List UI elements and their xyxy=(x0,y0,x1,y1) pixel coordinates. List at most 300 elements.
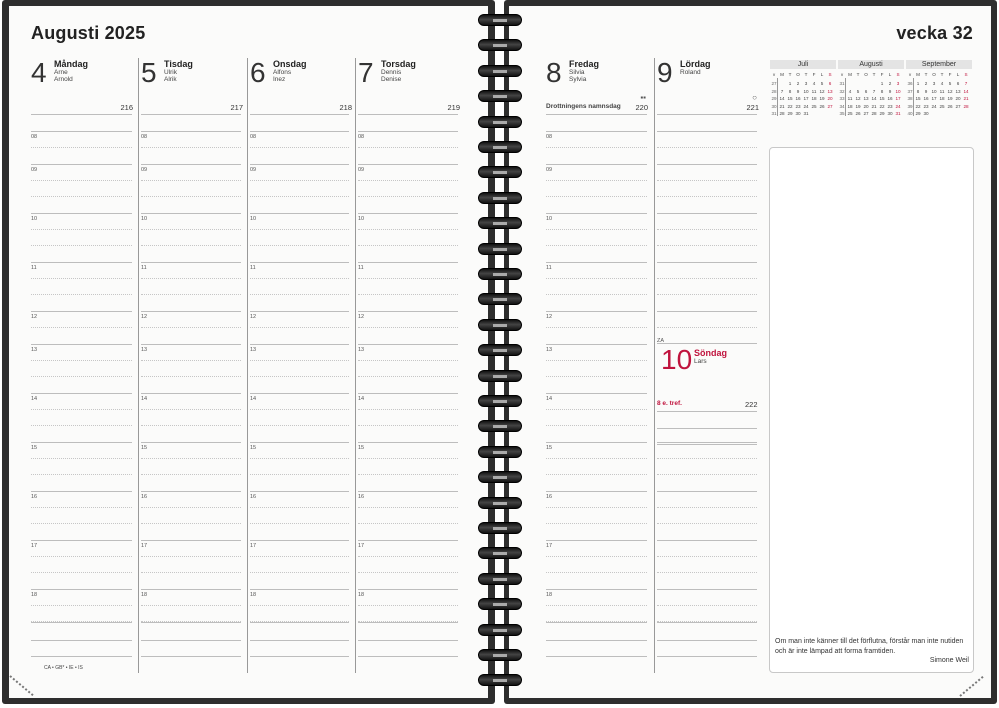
hour-label: 15 xyxy=(546,445,553,451)
mini-calendar-date: 22 xyxy=(915,103,921,109)
ring-gap xyxy=(493,44,507,47)
mini-calendar-date: 17 xyxy=(931,96,937,101)
evening-line xyxy=(250,656,349,657)
spiral-ring xyxy=(478,395,522,407)
mini-calendar-date: 24 xyxy=(895,103,901,109)
hour-line xyxy=(546,393,647,394)
hour-line xyxy=(31,131,132,132)
half-hour-line xyxy=(141,572,241,573)
hour-line xyxy=(141,393,241,394)
hour-line xyxy=(141,164,241,165)
evening-line xyxy=(657,640,757,641)
half-hour-line xyxy=(250,360,349,361)
half-hour-line xyxy=(250,523,349,524)
half-hour-line xyxy=(141,147,241,148)
half-hour-line xyxy=(250,376,349,377)
week-separator xyxy=(777,78,778,116)
mini-calendar-date: 6 xyxy=(956,81,960,86)
ring-gap xyxy=(493,324,507,327)
ring-gap xyxy=(493,476,507,479)
hour-line xyxy=(250,491,349,492)
half-hour-line xyxy=(546,278,647,279)
evening-line xyxy=(546,622,647,623)
mini-calendar-date: 3 xyxy=(932,81,936,86)
spiral-ring xyxy=(478,39,522,51)
hour-label: 17 xyxy=(141,543,148,549)
evening-line xyxy=(141,656,241,657)
mini-calendar-date: 28 xyxy=(779,111,785,116)
half-hour-line xyxy=(657,556,757,557)
half-hour-line xyxy=(250,605,349,606)
mini-calendar-date: 22 xyxy=(787,103,793,109)
ring-gap xyxy=(493,654,507,657)
name-day: Denise xyxy=(381,76,402,83)
spiral-ring xyxy=(478,573,522,585)
half-hour-line xyxy=(358,147,458,148)
hour-line xyxy=(31,164,132,165)
mini-calendar-date: 5 xyxy=(820,81,824,86)
hour-label: 12 xyxy=(141,314,148,320)
half-hour-line xyxy=(31,507,132,508)
hour-line xyxy=(31,311,132,312)
day-of-year: 219 xyxy=(447,103,460,112)
hour-line xyxy=(546,344,647,345)
hour-label: 16 xyxy=(546,494,553,500)
half-hour-line xyxy=(358,605,458,606)
mini-calendar-date: 9 xyxy=(888,88,892,94)
hour-line xyxy=(250,262,349,263)
mini-calendar-date: 19 xyxy=(855,103,861,109)
name-day: Alrik xyxy=(164,76,177,83)
ring-gap xyxy=(493,603,507,606)
week-number: 34 xyxy=(839,103,845,109)
hour-line xyxy=(141,540,241,541)
sunday-line xyxy=(657,444,757,445)
half-hour-line xyxy=(358,523,458,524)
weekday-label: O xyxy=(864,72,868,77)
column-divider xyxy=(138,58,139,673)
day-of-year: 217 xyxy=(230,103,243,112)
weekday-label: T xyxy=(924,72,928,77)
hour-line xyxy=(250,131,349,132)
mini-calendar-date: 9 xyxy=(924,88,928,94)
hour-line xyxy=(31,262,132,263)
hour-line xyxy=(358,540,458,541)
hour-label: 15 xyxy=(358,445,365,451)
day-number: 4 xyxy=(31,57,47,88)
hour-line xyxy=(546,442,647,443)
mini-calendar-date: 26 xyxy=(819,103,825,109)
half-hour-line xyxy=(31,474,132,475)
week-separator xyxy=(913,78,914,116)
half-hour-line xyxy=(546,572,647,573)
hour-line xyxy=(546,213,647,214)
spiral-ring xyxy=(478,14,522,26)
notes-box[interactable] xyxy=(769,147,974,673)
hour-line xyxy=(358,442,458,443)
weekday-label: T xyxy=(940,72,944,77)
hour-line xyxy=(358,589,458,590)
spiral-ring xyxy=(478,90,522,102)
day-number: 5 xyxy=(141,57,157,88)
ring-gap xyxy=(493,451,507,454)
half-hour-line xyxy=(546,458,647,459)
half-hour-line xyxy=(250,507,349,508)
mini-calendar-date: 13 xyxy=(955,88,961,94)
hour-label: 11 xyxy=(141,265,147,271)
hour-label: 17 xyxy=(546,543,553,549)
mini-calendar-date: 19 xyxy=(947,96,953,101)
hour-line xyxy=(358,344,458,345)
hour-line xyxy=(358,262,458,263)
hour-line xyxy=(358,311,458,312)
ring-gap xyxy=(493,248,507,251)
half-hour-line xyxy=(141,327,241,328)
column-divider xyxy=(247,58,248,673)
mini-calendar-date: 20 xyxy=(827,96,833,101)
ring-gap xyxy=(493,121,507,124)
hour-line xyxy=(31,442,132,443)
mini-calendar-date: 28 xyxy=(871,111,877,116)
half-hour-line xyxy=(250,409,349,410)
week-number: 29 xyxy=(771,96,777,101)
week-number: 27 xyxy=(771,81,777,86)
mini-calendar-date: 21 xyxy=(779,103,785,109)
hour-line xyxy=(657,262,757,263)
mini-calendar-date: 15 xyxy=(787,96,793,101)
hour-label: 08 xyxy=(141,134,148,140)
hour-line xyxy=(250,442,349,443)
column-divider xyxy=(654,58,655,673)
mini-calendar-date: 2 xyxy=(796,81,800,86)
name-day: Dennis xyxy=(381,69,402,76)
hour-label: 16 xyxy=(31,494,38,500)
mini-calendar-date: 2 xyxy=(924,81,928,86)
day-of-year: 220 xyxy=(635,103,648,112)
day-header-line xyxy=(141,114,241,115)
hour-line xyxy=(31,491,132,492)
weekday-label: F xyxy=(812,72,816,77)
half-hour-line xyxy=(657,147,757,148)
mini-calendar-date: 6 xyxy=(828,81,832,86)
evening-line xyxy=(141,622,241,623)
hour-line xyxy=(657,442,757,443)
ring-gap xyxy=(493,527,507,530)
mini-calendar-date: 3 xyxy=(804,81,808,86)
week-number: 39 xyxy=(907,103,913,109)
half-hour-line xyxy=(141,278,241,279)
hour-line xyxy=(546,589,647,590)
hour-label: 11 xyxy=(358,265,364,271)
hour-label: 17 xyxy=(31,543,38,549)
half-hour-line xyxy=(358,409,458,410)
hour-label: 15 xyxy=(31,445,38,451)
spiral-ring xyxy=(478,598,522,610)
half-hour-line xyxy=(31,180,132,181)
half-hour-line xyxy=(546,556,647,557)
mini-calendar-date: 5 xyxy=(856,88,860,94)
mini-calendar-date: 25 xyxy=(939,103,945,109)
week-number: 36 xyxy=(907,81,913,86)
mini-calendar-date: 14 xyxy=(963,88,969,94)
ring-gap xyxy=(493,679,507,682)
mini-calendar-date: 28 xyxy=(963,103,969,109)
evening-line xyxy=(358,640,458,641)
half-hour-line xyxy=(546,294,647,295)
mini-calendar-date: 17 xyxy=(803,96,809,101)
half-hour-line xyxy=(141,458,241,459)
day-of-year: 216 xyxy=(120,103,133,112)
half-hour-line xyxy=(141,180,241,181)
week-number: 33 xyxy=(839,96,845,101)
hour-label: 14 xyxy=(141,396,148,402)
half-hour-line xyxy=(358,278,458,279)
hour-label: 14 xyxy=(546,396,553,402)
half-hour-line xyxy=(250,458,349,459)
mini-calendar-date: 14 xyxy=(871,96,877,101)
half-hour-line xyxy=(31,523,132,524)
half-hour-line xyxy=(141,556,241,557)
mini-calendar-date: 12 xyxy=(855,96,861,101)
ring-gap xyxy=(493,375,507,378)
mini-calendar-date: 10 xyxy=(895,88,901,94)
spiral-ring xyxy=(478,420,522,432)
spiral-ring xyxy=(478,674,522,686)
name-day: Roland xyxy=(680,69,701,76)
half-hour-line xyxy=(358,458,458,459)
hour-line xyxy=(250,393,349,394)
half-hour-line xyxy=(657,605,757,606)
quote-author: Simone Weil xyxy=(929,657,969,664)
mini-calendar-date: 1 xyxy=(880,81,884,86)
mini-calendar-date: 8 xyxy=(788,88,792,94)
mini-calendar-date: 7 xyxy=(964,81,968,86)
name-day: Arne xyxy=(54,69,68,76)
hour-label: 11 xyxy=(250,265,256,271)
ring-gap xyxy=(493,400,507,403)
hour-label: 08 xyxy=(31,134,38,140)
mini-calendar-date: 16 xyxy=(887,96,893,101)
mini-calendar-date: 13 xyxy=(827,88,833,94)
half-hour-line xyxy=(141,376,241,377)
half-hour-line xyxy=(250,180,349,181)
spiral-ring xyxy=(478,166,522,178)
moon-phase-label: ZA xyxy=(657,338,665,344)
hour-label: 12 xyxy=(250,314,257,320)
hour-line xyxy=(141,213,241,214)
ring-gap xyxy=(493,629,507,632)
half-hour-line xyxy=(31,409,132,410)
weekday-label: S xyxy=(896,72,900,77)
hour-label: 15 xyxy=(250,445,257,451)
half-hour-line xyxy=(250,278,349,279)
hour-label: 16 xyxy=(358,494,365,500)
day-header-line xyxy=(546,114,647,115)
hour-label: 16 xyxy=(141,494,148,500)
hour-label: 17 xyxy=(250,543,257,549)
half-hour-line xyxy=(31,147,132,148)
hour-line xyxy=(250,344,349,345)
hour-line xyxy=(657,589,757,590)
spiral-ring xyxy=(478,624,522,636)
weekday-label: L xyxy=(820,72,824,77)
spiral-ring xyxy=(478,344,522,356)
mini-calendar-month: Juli xyxy=(770,60,836,69)
half-hour-line xyxy=(250,572,349,573)
mini-calendar-date: 21 xyxy=(963,96,969,101)
hour-line xyxy=(657,131,757,132)
half-hour-line xyxy=(546,474,647,475)
half-hour-line xyxy=(250,147,349,148)
evening-line xyxy=(31,640,132,641)
week-number: 31 xyxy=(839,81,845,86)
half-hour-line xyxy=(141,360,241,361)
hour-line xyxy=(358,213,458,214)
spiral-ring xyxy=(478,268,522,280)
mini-calendar-date: 11 xyxy=(939,88,945,94)
hour-line xyxy=(141,262,241,263)
half-hour-line xyxy=(657,294,757,295)
mini-calendar-date: 23 xyxy=(887,103,893,109)
half-hour-line xyxy=(141,409,241,410)
weekday-label: T xyxy=(856,72,860,77)
half-hour-line xyxy=(657,474,757,475)
half-hour-line xyxy=(546,147,647,148)
ring-gap xyxy=(493,552,507,555)
mini-calendar-date: 29 xyxy=(879,111,885,116)
half-hour-line xyxy=(250,556,349,557)
half-hour-line xyxy=(141,523,241,524)
evening-line xyxy=(250,640,349,641)
mini-calendar-date: 1 xyxy=(916,81,920,86)
mini-calendar-date: 26 xyxy=(947,103,953,109)
mini-calendar-date: 10 xyxy=(803,88,809,94)
spiral-ring xyxy=(478,446,522,458)
evening-line xyxy=(358,622,458,623)
hour-label: 11 xyxy=(546,265,552,271)
hour-label: 13 xyxy=(31,347,38,353)
name-day: Inez xyxy=(273,76,286,83)
evening-line xyxy=(141,640,241,641)
half-hour-line xyxy=(546,180,647,181)
hour-label: 18 xyxy=(546,592,553,598)
ring-gap xyxy=(493,425,507,428)
spiral-ring xyxy=(478,141,522,153)
half-hour-line xyxy=(141,196,241,197)
mini-calendar-date: 11 xyxy=(847,96,853,101)
half-hour-line xyxy=(141,245,241,246)
hour-line xyxy=(358,131,458,132)
mini-calendar-date: 8 xyxy=(880,88,884,94)
day-name: Måndag xyxy=(54,59,89,69)
half-hour-line xyxy=(31,229,132,230)
week-number: 32 xyxy=(839,88,845,94)
half-hour-line xyxy=(31,572,132,573)
half-hour-line xyxy=(31,278,132,279)
mini-calendar-date: 29 xyxy=(915,111,921,116)
hour-line xyxy=(141,491,241,492)
church-day-label: 8 e. tref. xyxy=(657,400,682,407)
mini-calendar-date: 1 xyxy=(788,81,792,86)
half-hour-line xyxy=(141,605,241,606)
week-number: 38 xyxy=(907,96,913,101)
hour-label: 09 xyxy=(250,167,257,173)
hour-line xyxy=(250,589,349,590)
week-number: 37 xyxy=(907,88,913,94)
half-hour-line xyxy=(31,556,132,557)
hour-label: 09 xyxy=(31,167,38,173)
hour-label: 09 xyxy=(358,167,365,173)
weekday-label: M xyxy=(916,72,920,77)
week-number: 31 xyxy=(771,111,777,116)
mini-calendar-date: 17 xyxy=(895,96,901,101)
hour-line xyxy=(250,164,349,165)
mini-calendar-date: 8 xyxy=(916,88,920,94)
half-hour-line xyxy=(141,474,241,475)
half-hour-line xyxy=(31,294,132,295)
day-number: 9 xyxy=(657,57,673,88)
hour-label: 12 xyxy=(31,314,38,320)
half-hour-line xyxy=(546,327,647,328)
day-of-year: 218 xyxy=(339,103,352,112)
day-name: Onsdag xyxy=(273,59,307,69)
mini-calendar-date: 18 xyxy=(939,96,945,101)
hour-line xyxy=(657,213,757,214)
hour-label: 10 xyxy=(358,216,365,222)
hour-label: 10 xyxy=(546,216,553,222)
half-hour-line xyxy=(250,196,349,197)
hour-label: 18 xyxy=(250,592,257,598)
mini-calendar-date: 13 xyxy=(863,96,869,101)
quote-text: Om man inte känner till det förflutna, förstår man inte nutiden och är inte lämpad att forma framtiden. xyxy=(775,638,964,655)
day-number: 8 xyxy=(546,57,562,88)
mini-calendar-date: 27 xyxy=(863,111,869,116)
hour-line xyxy=(250,311,349,312)
half-hour-line xyxy=(546,507,647,508)
spiral-ring xyxy=(478,649,522,661)
half-hour-line xyxy=(358,556,458,557)
week-title: vecka 32 xyxy=(896,23,973,43)
mini-calendar-date: 16 xyxy=(795,96,801,101)
weekday-label: F xyxy=(880,72,884,77)
name-day: Lars xyxy=(694,358,707,365)
half-hour-line xyxy=(31,376,132,377)
half-hour-line xyxy=(546,523,647,524)
hour-label: 12 xyxy=(358,314,365,320)
weekday-label: S xyxy=(828,72,832,77)
half-hour-line xyxy=(31,425,132,426)
spiral-ring xyxy=(478,497,522,509)
hour-label: 10 xyxy=(250,216,257,222)
weekday-label: v xyxy=(840,72,844,77)
hour-label: 13 xyxy=(546,347,553,353)
day-header-line xyxy=(358,114,458,115)
week-number: 40 xyxy=(907,111,913,116)
hour-label: 18 xyxy=(141,592,148,598)
mini-calendar-date: 19 xyxy=(819,96,825,101)
weekday-label: M xyxy=(780,72,784,77)
hour-label: 13 xyxy=(141,347,148,353)
name-day: Sylvia xyxy=(569,76,587,83)
mini-calendar-date: 11 xyxy=(811,88,817,94)
half-hour-line xyxy=(358,507,458,508)
half-hour-line xyxy=(358,376,458,377)
hour-label: 14 xyxy=(358,396,365,402)
half-hour-line xyxy=(358,229,458,230)
day-name: Fredag xyxy=(569,59,600,69)
mini-calendar-date: 12 xyxy=(819,88,825,94)
ring-gap xyxy=(493,197,507,200)
